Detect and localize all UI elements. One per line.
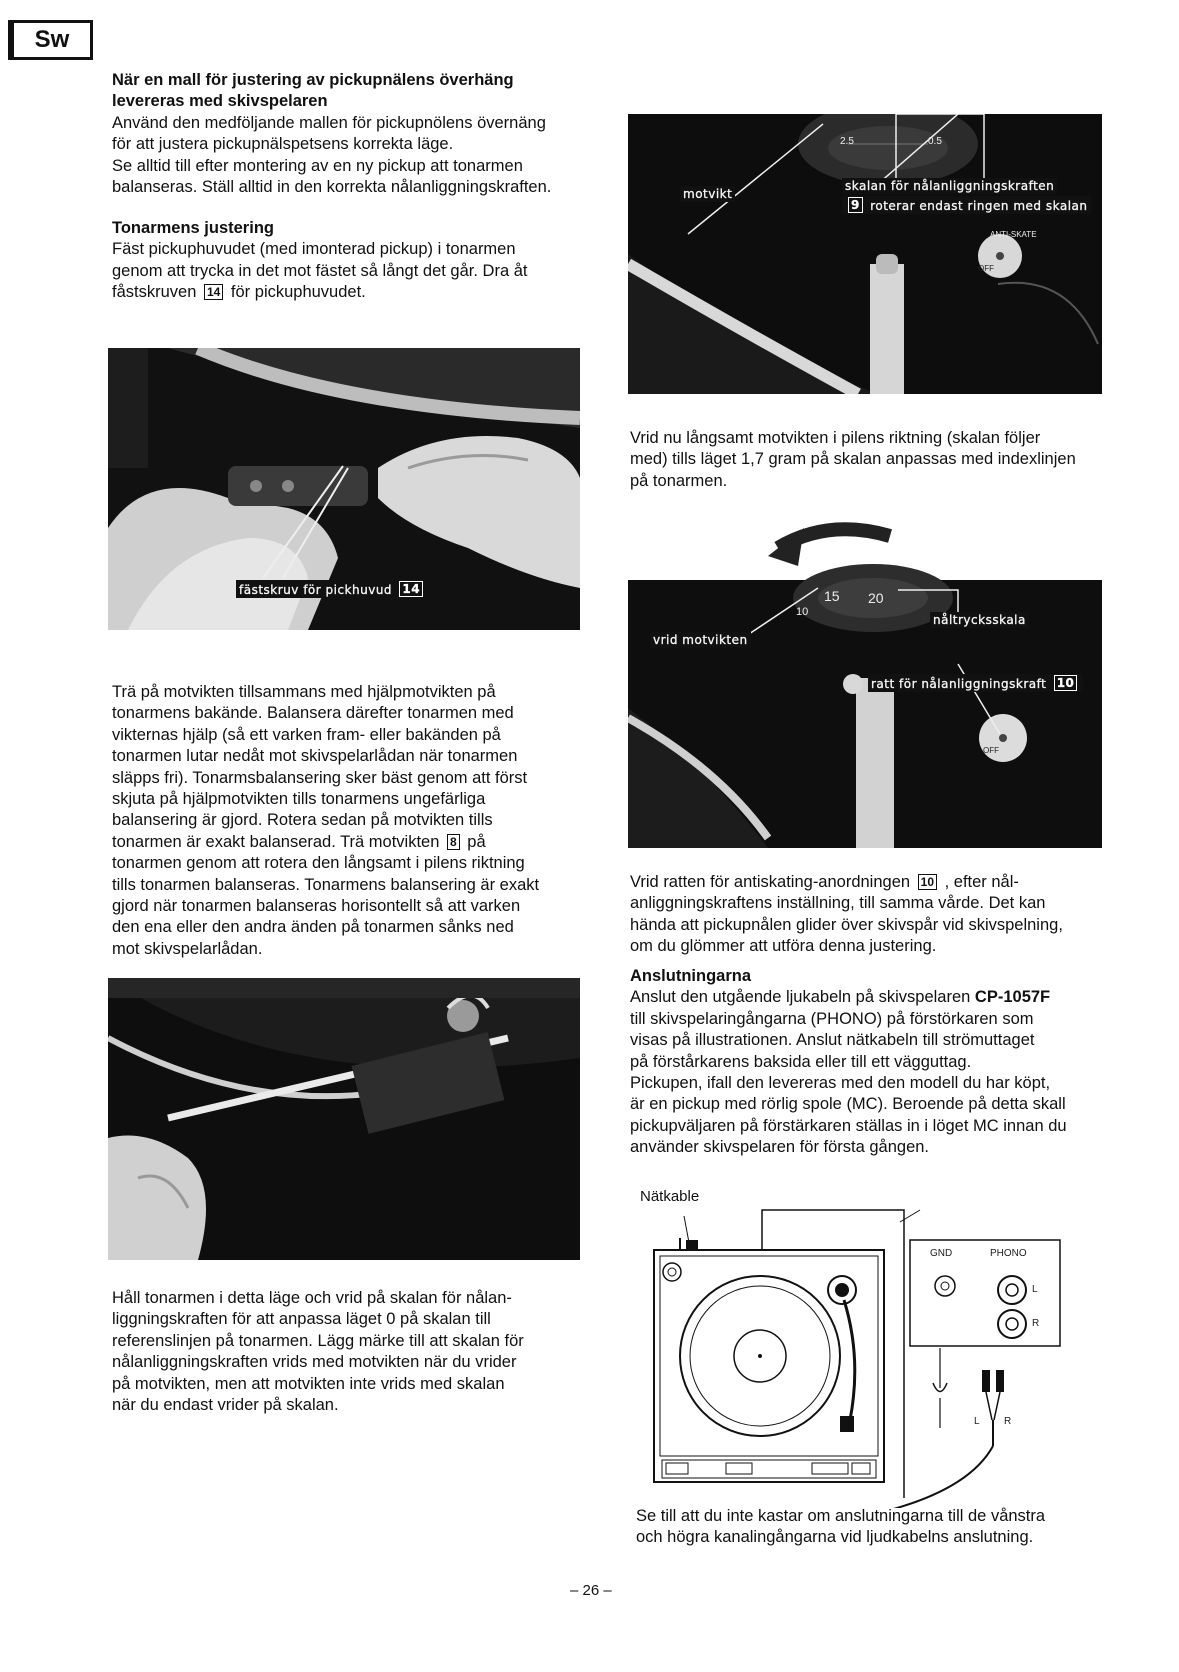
text-line: Se alltid till efter montering av en ny pickup att tonarmen [112,156,523,175]
text-line: på tonarmen. [630,471,728,490]
text-line: Fäst pickuphuvudet (med imonterad pickup) i tonarmen [112,240,516,259]
dial-text: OFF [983,746,999,755]
photo-label: nåltrycksskala [930,612,1029,628]
scale-number: 2.5 [840,136,854,147]
text-line: tonarmen genom att rotera den långsamt i pilens riktning [112,854,525,873]
text-line: släpps fri). Tonarmsbalansering sker bäst genom att först [112,768,528,787]
section-heading: Anslutningarna [630,967,752,985]
ref-number: 8 [447,834,460,850]
section-connections [630,966,1110,1159]
text-line: vikternas hjälp (så ett varken fram- eller bakänden på [112,725,501,744]
dial-text: ANTI-SKATE [990,230,1037,239]
section-balance [112,682,592,960]
scale-number: 10 [796,606,809,618]
label-phono: PHONO [990,1248,1027,1259]
text-line: anliggningskraftens inställning, till samma vårde. Det kan [630,894,1046,913]
label-text: fästskruv för pickhuvud [239,583,393,597]
text-line: Håll tonarmen i detta läge och vrid på skalan för nålan- [112,1289,512,1307]
photo-stylus-pressure [628,508,1102,848]
photo-label [236,580,429,598]
section-set-force [630,428,1110,492]
text-line: tonarmen lutar nedåt mot skivspelarlådan när tonarmen [112,747,518,766]
page-number: – 26 – [570,1582,612,1599]
text-line: på förstårkarens baksida eller till ett vägguttag. [630,1052,972,1071]
text-fragment: för pickuphuvudet. [230,283,366,302]
text-line: Trä på motvikten tillsammans med hjälpmotvikten på [112,683,496,701]
text-line: och högra kanalingångarna vid ljudkabelns anslutning. [636,1528,1034,1547]
text-line: pickupväljaren på förstärkaren ställas in i löget MC innan du [630,1116,1067,1135]
text-line: mot skivspelarlådan. [112,939,263,958]
text-line: med) tills läget 1,7 gram på skalan anpassas med indexlinjen [630,450,1076,469]
text-line: till skivspelaringångarna (PHONO) på förstörkaren som [630,1009,1034,1028]
text-fragment: på [467,832,486,851]
ref-number: 10 [918,874,937,890]
text-line [112,832,592,853]
language-badge: Sw [8,20,93,60]
text-line: genom att trycka in det mot fästet så långt det går. Dra åt [112,261,528,280]
text-line: på motvikten, men att motvikten inte vrids med skalan [112,1374,505,1393]
ref-number: 14 [399,581,423,597]
text-fragment: Vrid ratten för antiskating-anordningen [630,873,911,891]
ref-number: 14 [204,284,223,300]
label-text: ratt för nålanliggningskraft [871,677,1047,691]
photo-tonearm-hold [108,978,580,1260]
label-gnd: GND [930,1248,953,1259]
text-line: gjord när tonarmen balanseras horisontellt så att varken [112,897,521,916]
photo-label [868,674,1083,692]
text-line: referenslinjen på tonarmen. Lägg märke till att skalan för [112,1331,524,1350]
label-text: roterar endast ringen med skalan [870,199,1088,213]
section-heading: Tonarmens justering [112,219,274,237]
scale-number: 15 [824,588,840,604]
photo-label: vrid motvikten [650,632,751,648]
text-line [112,282,592,303]
model-number: CP-1057F [974,988,1051,1007]
connection-diagram [640,1188,1100,1508]
text-line [630,987,1110,1008]
ref-number: 9 [848,197,863,213]
text-line: visas på illustrationen. Anslut nätkabeln till strömuttaget [630,1031,1035,1050]
diagram-caption [636,1506,1116,1549]
text-line: använder skivspelaren för första gången. [630,1138,930,1157]
text-line: liggningskraften för att anpassa läget 0 på skalan till [112,1310,491,1329]
text-line: nålanliggningskraften vrids med motvikten när du vrider [112,1353,517,1372]
text-line: tills tonarmen balanseras. Tonarmens balansering är exakt [112,875,540,894]
text-line: balansering är gjord. Rotera sedan på motvikten tills [112,811,493,830]
section-heading: När en mall för justering av pickupnälens överhäng levereras med skivspelaren [112,71,514,111]
text-line: Pickupen, ifall den levereras med den modell du har köpt, [630,1074,1051,1093]
text-line: när du endast vrider på skalan. [112,1396,339,1415]
text-line: är en pickup med rörlig spole (MC). Beroende på detta skall [630,1095,1066,1114]
text-line: skjuta på hjälpmotvikten tills tonarmens ungefärliga [112,790,486,809]
label-cable-right: R [1004,1416,1012,1427]
text-line: balanseras. Ställ alltid in den korrekta nålanliggningskraften. [112,178,552,197]
text-fragment: , efter nål- [944,873,1019,891]
photo-label: motvikt [680,186,735,202]
photo-label [842,196,1091,214]
photo-label: skalan för nålanliggningskraften [842,178,1057,194]
text-fragment: tonarmen är exakt balanserad. Trä motvikten [112,832,440,851]
text-line [630,872,1110,893]
text-line: Vrid nu långsamt motvikten i pilens riktning (skalan följer [630,429,1041,447]
photo-counterweight-scale [628,114,1102,394]
photo-headshell-mounting [108,348,580,630]
text-line: den ena eller den andra änden på tonarmen sånks ned [112,918,514,937]
label-left-jack: L [1032,1284,1038,1295]
section-tonearm-adjust [112,218,592,304]
text-line: Använd den medföljande mallen för pickupnölens övernäng [112,113,546,132]
text-line: om du glömmer att utföra denna justering. [630,937,937,956]
dial-text: OFF [978,264,994,273]
section-overhang [112,70,592,198]
text-line: Se till att du inte kastar om anslutningarna till de vånstra [636,1507,1046,1525]
scale-number: 0.5 [928,136,942,147]
text-line: hända att pickupnålen glider över skivspår vid skivspelning, [630,915,1063,934]
section-force-scale [112,1288,592,1416]
section-antiskate [630,872,1110,958]
label-cable-left: L [974,1416,980,1427]
text-fragment: fåstskruven [112,283,197,302]
text-line: tonarmens bakände. Balansera därefter tonarmen med [112,704,514,723]
ref-number: 10 [1054,675,1078,691]
scale-number: 20 [868,590,884,606]
text-line: för att justera pickupnälspetsens korrekta läge. [112,135,454,154]
label-right-jack: R [1032,1318,1040,1329]
text-fragment: Anslut den utgående ljukabeln på skivspelaren [630,988,971,1007]
label-power-cable: Nätkable [640,1188,700,1205]
